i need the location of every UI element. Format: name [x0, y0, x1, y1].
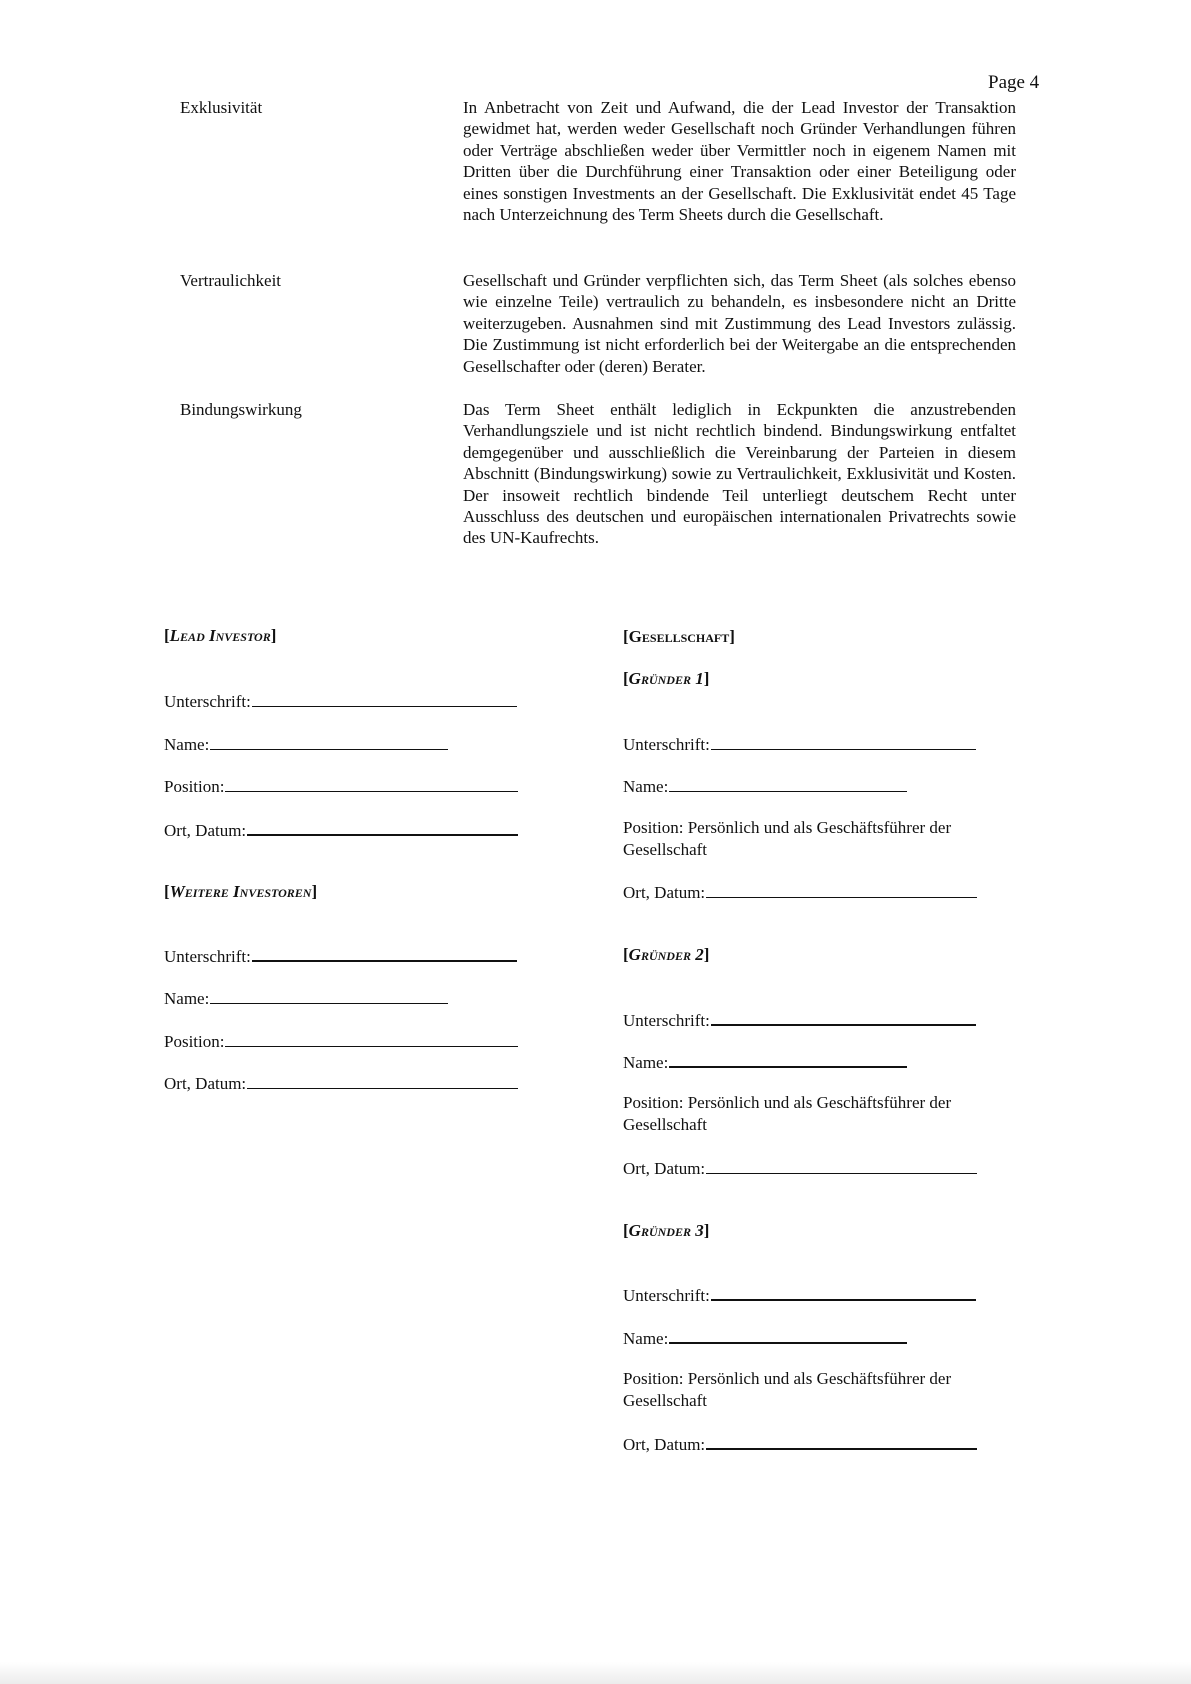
- page-number: Page 4: [988, 72, 1040, 93]
- founder-1-signature-field[interactable]: [623, 733, 976, 755]
- signature-label: Unterschrift:: [164, 692, 251, 711]
- signature-line[interactable]: [252, 944, 517, 962]
- signature-label: Unterschrift:: [164, 947, 251, 966]
- signature-label: Unterschrift:: [623, 1011, 710, 1030]
- place-date-line[interactable]: [706, 1432, 977, 1450]
- place-date-line[interactable]: [247, 1072, 518, 1089]
- founder-1-position-text: Position: Persönlich und als Geschäftsführer der Gesellschaft: [623, 818, 952, 859]
- clause-text-bindungswirkung: Das Term Sheet enthält lediglich in Eckpunkten die anzustrebenden Verhandlungsziele und ist nicht rechtlich bindend. Bindungswirkung entfaltet demgegenüber und ausschließlich die Vereinbarung der Parteien in diesem Abschnitt (Bindungswirkung) sowie zu Vertraulichkeit, Exklusivität und Kosten. Der insoweit rechtlich bindende Teil unterliegt deutschem Recht unter Ausschluss des deutschen und europäischen internationalen Privatrechts sowie des UN-Kaufrechts.: [463, 400, 1016, 548]
- signature-label: Unterschrift:: [623, 1286, 710, 1305]
- name-label: Name:: [164, 989, 210, 1008]
- clause-label-vertraulichkeit: Vertraulichkeit: [180, 271, 282, 290]
- place-date-label: Ort, Datum:: [623, 1435, 706, 1454]
- position-line[interactable]: [225, 1030, 518, 1047]
- page-bottom-edge: [0, 1662, 1191, 1684]
- position-label: Position:: [164, 777, 225, 796]
- lead-investor-place-date-field[interactable]: [164, 818, 518, 841]
- founder-1-name-field[interactable]: [623, 775, 907, 797]
- clause-text-exklusivitaet: In Anbetracht von Zeit und Aufwand, die der Lead Investor der Transaktion gewidmet hat, werden weder Gesellschaft noch Gründer Verhandlungen führen oder Verträge abschließen weder über Vermittler noch in eigenem Namen mit Dritten über die Durchführung einer Transaktion oder einer Beteiligung oder eines sonstigen Investments an der Gesellschaft. Die Exklusivität endet 45 Tage nach Unterzeichnung des Term Sheets durch die Gesellschaft.: [463, 98, 1016, 225]
- clause-text-vertraulichkeit: Gesellschaft und Gründer verpflichten sich, das Term Sheet (als solches ebenso wie einzelne Teile) vertraulich zu behandeln, es insbesondere nicht an Dritte weiterzugeben. Ausnahmen sind mit Zustimmung des Lead Investors zulässig. Die Zustimmung ist nicht erforderlich bei der Weitergabe an die entsprechenden Gesellschafter oder (deren) Berater.: [463, 271, 1016, 376]
- other-investors-place-date-field[interactable]: [164, 1072, 518, 1094]
- founder-3-heading: [Gründer 3]: [623, 1221, 710, 1240]
- position-line[interactable]: [225, 775, 518, 792]
- place-date-label: Ort, Datum:: [623, 883, 706, 902]
- signature-label: Unterschrift:: [623, 735, 710, 754]
- place-date-line[interactable]: [247, 818, 518, 836]
- signature-line[interactable]: [711, 1283, 976, 1301]
- other-investors-name-field[interactable]: [164, 987, 448, 1009]
- name-label: Name:: [164, 735, 210, 754]
- founder-2-position-text: Position: Persönlich und als Geschäftsführer der Gesellschaft: [623, 1093, 952, 1134]
- company-heading: [Gesellschaft]: [623, 627, 735, 646]
- lead-investor-signature-field[interactable]: [164, 690, 517, 712]
- founder-1-heading: [Gründer 1]: [623, 669, 710, 688]
- place-date-label: Ort, Datum:: [164, 821, 247, 840]
- signature-line[interactable]: [711, 1008, 976, 1026]
- name-label: Name:: [623, 1053, 669, 1072]
- founder-2-signature-field[interactable]: [623, 1008, 976, 1031]
- founder-2-place-date-field[interactable]: [623, 1157, 977, 1179]
- signature-line[interactable]: [252, 690, 517, 707]
- founder-3-signature-field[interactable]: [623, 1283, 976, 1306]
- founder-1-place-date-field[interactable]: [623, 881, 977, 903]
- place-date-label: Ort, Datum:: [164, 1074, 247, 1093]
- founder-3-place-date-field[interactable]: [623, 1432, 977, 1455]
- name-line[interactable]: [669, 775, 907, 792]
- other-investors-heading: [Weitere Investoren]: [164, 882, 318, 901]
- founder-3-name-field[interactable]: [623, 1326, 907, 1349]
- signature-line[interactable]: [711, 733, 976, 750]
- name-label: Name:: [623, 777, 669, 796]
- clause-label-bindungswirkung: Bindungswirkung: [180, 400, 302, 419]
- place-date-line[interactable]: [706, 1157, 977, 1174]
- lead-investor-name-field[interactable]: [164, 733, 448, 755]
- name-line[interactable]: [210, 987, 448, 1004]
- lead-investor-position-field[interactable]: [164, 775, 518, 797]
- place-date-line[interactable]: [706, 881, 977, 898]
- name-line[interactable]: [669, 1050, 907, 1068]
- name-line[interactable]: [669, 1326, 907, 1344]
- clause-label-exklusivitaet: Exklusivität: [180, 98, 263, 117]
- name-label: Name:: [623, 1329, 669, 1348]
- lead-investor-heading: [Lead Investor]: [164, 626, 277, 645]
- name-line[interactable]: [210, 733, 448, 750]
- other-investors-position-field[interactable]: [164, 1030, 518, 1052]
- founder-2-name-field[interactable]: [623, 1050, 907, 1073]
- place-date-label: Ort, Datum:: [623, 1159, 706, 1178]
- founder-3-position-text: Position: Persönlich und als Geschäftsführer der Gesellschaft: [623, 1369, 952, 1410]
- other-investors-signature-field[interactable]: [164, 944, 517, 967]
- founder-2-heading: [Gründer 2]: [623, 945, 710, 964]
- position-label: Position:: [164, 1032, 225, 1051]
